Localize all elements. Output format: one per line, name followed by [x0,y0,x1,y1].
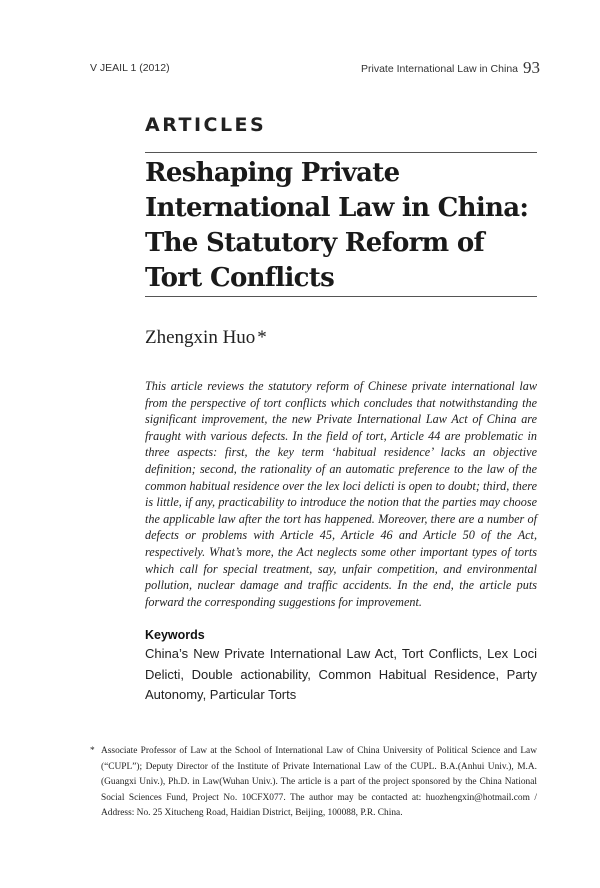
running-head [90,58,540,78]
keywords-heading: Keywords [145,628,205,642]
title-line: International Law in China: [145,193,529,223]
title-line: Tort Conflicts [145,263,335,293]
running-title-text: Private International Law in China [360,63,518,75]
running-title [361,58,540,78]
author-footnote-mark[interactable]: * [257,327,267,348]
section-label: ARTICLES [145,114,267,136]
title-line: Reshaping Private [145,158,400,188]
title-rule-top [145,152,537,153]
journal-citation: V JEAIL 1 (2012) [90,62,170,74]
footnote-text: Associate Professor of Law at the School of International Law of China University of Political Science and Law (“CUPL”); Deputy Director of the Institute of Private International Law of the CUPL. B.A.(Anhui Univ.), M.A.(Guangxi Univ.), Ph.D. in Law(Wuhan Univ.). The article is a part of the project sponsored by the China National Social Sciences Fund, Project No. 10CFX077. The author may be contacted at: huozhengxin@hotmail.com / Address: No. 25 Xitucheng Road, Haidian District, Beijing, 100088, P.R. China. [101,746,537,818]
author-name: Zhengxin Huo [145,327,256,348]
article-title [145,156,537,296]
author-footnote [90,744,537,822]
page-number: 93 [523,58,540,77]
author-byline [145,327,267,349]
title-line: The Statutory Reform of [145,228,484,258]
keywords-list: China’s New Private International Law Act, Tort Conflicts, Lex Loci Delicti, Double actionability, Common Habitual Residence, Party Autonomy, Particular Torts [145,646,537,702]
title-rule-bottom [145,296,537,297]
abstract: This article reviews the statutory reform of Chinese private international law from the perspective of tort conflicts which concludes that notwithstanding the significant improvement, the new Private International Law Act of China are fraught with various defects. In the field of tort, Article 44 are problematic in three aspects: first, the key term ‘habitual residence’ lacks an objective definition; second, the rationality of an automatic preference to the law of the common habitual residence over the lex loci delicti is open to doubt; third, there is little, if any, practicability to introduce the notion that the parties may choose the applicable law after the tort has happened. Moreover, there are a number of defects or problems with Article 45, Article 46 and Article 50 of the Act, respectively. What’s more, the Act neglects some other important types of torts which call for special treatment, say, unfair competition, and environmental pollution, nuclear damage and traffic accidents. In the end, the article puts forward the corresponding suggestions for improvement. [145,379,537,609]
footnote-mark: * [90,746,95,756]
